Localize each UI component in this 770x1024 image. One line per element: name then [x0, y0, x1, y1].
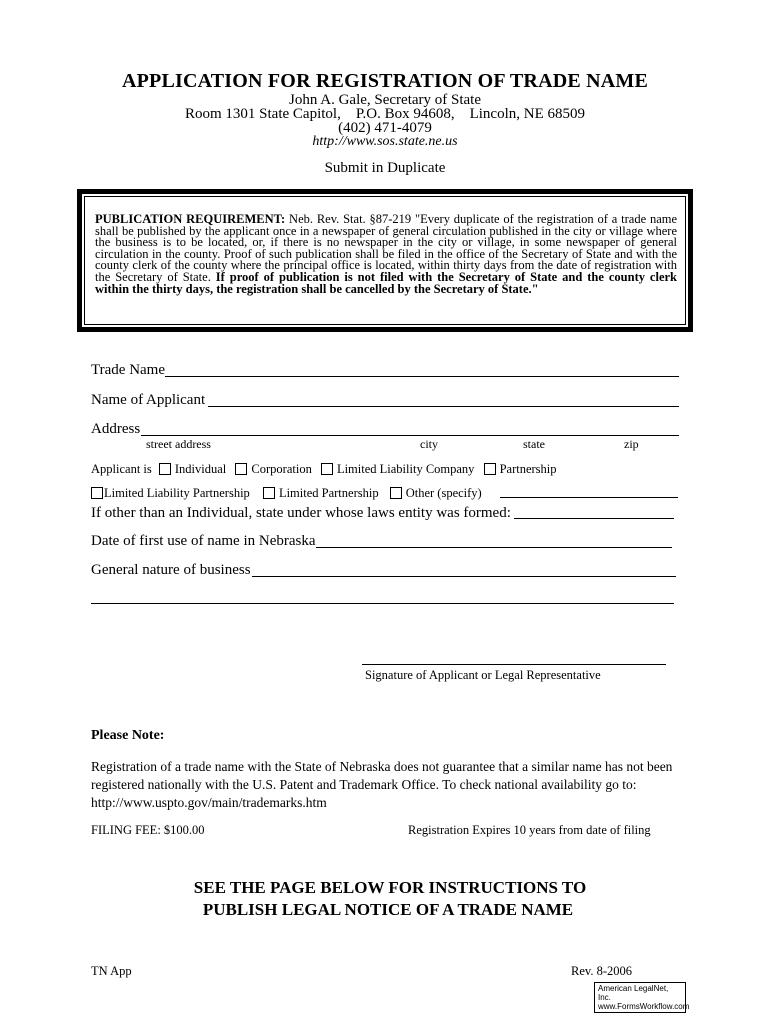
- applicant-type-row: [91, 462, 557, 477]
- corporation-label: Corporation: [251, 462, 312, 476]
- signature-field[interactable]: [362, 664, 666, 665]
- zip-sublabel: zip: [624, 437, 639, 451]
- applicant-name-label: Name of Applicant: [91, 392, 206, 408]
- publication-heading: PUBLICATION REQUIREMENT:: [95, 212, 286, 226]
- signature-label: Signature of Applicant or Legal Representative: [365, 668, 601, 682]
- corporation-checkbox[interactable]: [235, 463, 247, 475]
- vendor-stamp: [594, 982, 690, 1013]
- form-title: APPLICATION FOR REGISTRATION OF TRADE NAME: [121, 70, 649, 92]
- first-use-label: Date of first use of name in Nebraska: [91, 533, 316, 549]
- lp-label: Limited Partnership: [278, 486, 379, 500]
- business-nature-label: General nature of business: [91, 562, 251, 578]
- publication-body: Neb. Rev. Stat. §87-219 "Every duplicate of the registration of a trade name shall be published by the applicant once in a newspaper of general circulation published in the city or village where the business is to be located, or, if there is no newspaper in the city or village, in some newspaper of general circulation in the county. Proof of such publication shall be filed in the office of the Secretary of State and with the county clerk of the county where the principal office is located, within thirty days from the date of registration with the Secretary of State.: [95, 212, 678, 284]
- individual-checkbox[interactable]: [159, 463, 171, 475]
- instructions-line-2: PUBLISH LEGAL NOTICE OF A TRADE NAME: [202, 900, 574, 919]
- partnership-checkbox[interactable]: [484, 463, 496, 475]
- office-phone: (402) 471-4079: [338, 120, 432, 136]
- llp-label: Limited Liability Partnership: [104, 486, 250, 500]
- expiration-note: Registration Expires 10 years from date of filing: [408, 823, 651, 837]
- publication-requirement-box: [77, 189, 693, 332]
- street-sublabel: street address: [146, 437, 211, 451]
- address-field[interactable]: [141, 435, 679, 436]
- partnership-label: Partnership: [499, 462, 557, 476]
- llc-checkbox[interactable]: [321, 463, 333, 475]
- trade-name-field[interactable]: [165, 376, 679, 377]
- note-body: Registration of a trade name with the State of Nebraska does not guarantee that a similar name has not been registered nationally with the U.S. Patent and Trademark Office. To check national availability go to: http://www.uspto.gov/main/trademarks.htm: [91, 759, 673, 810]
- address-label: Address: [91, 421, 141, 437]
- applicant-type-row-2: [91, 486, 482, 501]
- other-checkbox[interactable]: [390, 487, 402, 499]
- vendor-name: American LegalNet, Inc.: [598, 984, 669, 1002]
- filing-fee: FILING FEE: $100.00: [91, 823, 205, 837]
- official-name: John A. Gale, Secretary of State: [288, 92, 482, 108]
- business-nature-field-2[interactable]: [91, 603, 674, 604]
- individual-label: Individual: [174, 462, 227, 476]
- publication-text: [95, 214, 677, 295]
- other-label: Other (specify): [405, 486, 482, 500]
- state-sublabel: state: [523, 437, 545, 451]
- formation-state-field[interactable]: [514, 518, 674, 519]
- submit-instruction: Submit in Duplicate: [324, 160, 446, 176]
- city-sublabel: city: [420, 437, 438, 451]
- office-address: Room 1301 State Capitol, P.O. Box 94608, Lincoln, NE 68509: [185, 106, 585, 122]
- first-use-field[interactable]: [316, 547, 672, 548]
- other-specify-field[interactable]: [500, 497, 678, 498]
- business-nature-field[interactable]: [252, 576, 676, 577]
- applicant-is-label: Applicant is: [91, 462, 152, 476]
- llc-label: Limited Liability Company: [336, 462, 475, 476]
- llp-checkbox[interactable]: [91, 487, 103, 499]
- form-id: TN App: [91, 964, 132, 978]
- instructions-line-1: SEE THE PAGE BELOW FOR INSTRUCTIONS TO: [193, 878, 587, 897]
- publication-warning: If proof of publication is not filed with the Secretary of State and the county clerk within the thirty days, the registration shall be cancelled by the Secretary of State.": [95, 269, 678, 296]
- vendor-url[interactable]: www.FormsWorkflow.com: [598, 1002, 690, 1011]
- trade-name-label: Trade Name: [91, 362, 166, 378]
- applicant-name-field[interactable]: [208, 406, 679, 407]
- lp-checkbox[interactable]: [263, 487, 275, 499]
- formation-state-label: If other than an Individual, state under whose laws entity was formed:: [91, 505, 511, 521]
- note-heading: Please Note:: [91, 728, 165, 743]
- office-url[interactable]: http://www.sos.state.ne.us: [312, 134, 458, 149]
- revision-date: Rev. 8-2006: [571, 964, 632, 978]
